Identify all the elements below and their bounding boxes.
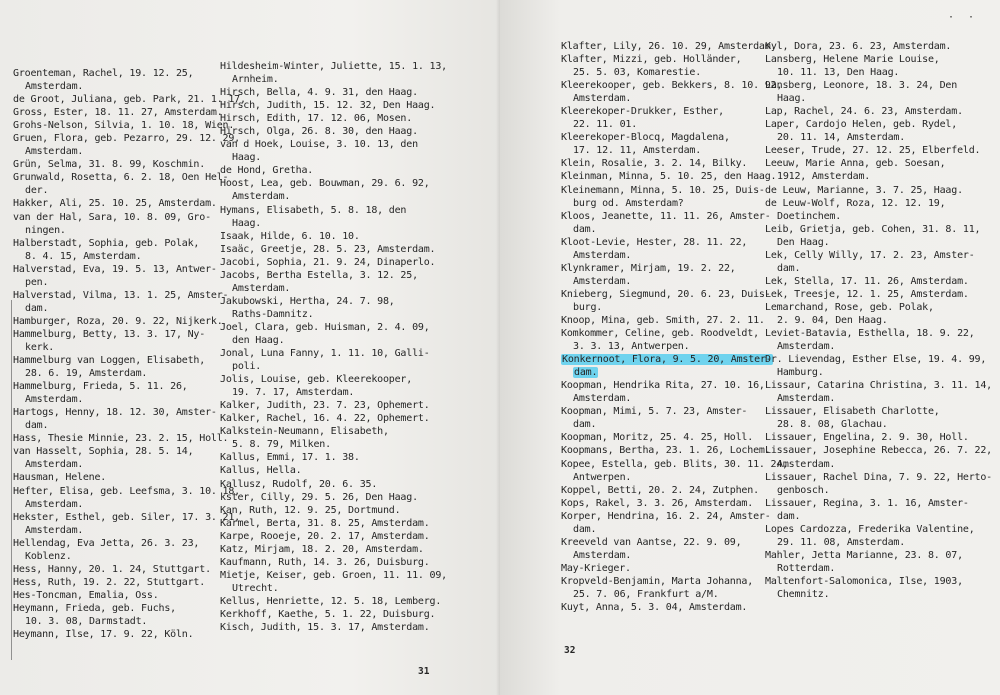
entry-continuation: dam.	[777, 510, 801, 522]
entry-continuation: Koblenz.	[25, 550, 72, 562]
entry-continuation: Chemnitz.	[777, 588, 830, 600]
list-entry	[220, 451, 447, 464]
entry-line: Leeuw, Marie Anna, geb. Soesan,	[765, 158, 946, 170]
entry-continuation: Amsterdam.	[573, 393, 632, 405]
entry-continuation: 5. 8. 79, Milken.	[232, 439, 331, 451]
list-entry	[561, 510, 788, 536]
list-entry	[13, 445, 246, 471]
highlighted-entry-line: dam.	[574, 367, 598, 379]
entry-continuation: Amsterdam.	[232, 282, 291, 294]
entry-line: Gross, Ester, 18. 11. 27, Amsterdam.	[13, 107, 223, 119]
entry-line: Grohs-Nelson, Silvia, 1. 10. 18, Wien.	[13, 120, 235, 132]
entry-line: Jolis, Louise, geb. Kleerekooper,	[220, 374, 413, 386]
list-entry	[561, 327, 788, 353]
list-entry	[220, 295, 447, 321]
entry-continuation: Amsterdam.	[25, 146, 84, 158]
list-entry	[220, 243, 447, 256]
entry-continuation: 3. 3. 13, Antwerpen.	[573, 341, 690, 353]
entry-line: Hildesheim-Winter, Juliette, 15. 1. 13,	[220, 61, 447, 72]
entry-line: van d Hoek, Louise, 3. 10. 13, den	[220, 139, 418, 151]
entry-line: Lek, Treesje, 12. 1. 25, Amsterdam.	[765, 288, 969, 300]
list-entry	[220, 517, 447, 530]
entry-continuation: Amsterdam.	[25, 498, 84, 510]
list-entry	[561, 353, 788, 379]
entry-continuation: 1912, Amsterdam.	[777, 171, 871, 183]
list-entry	[561, 184, 788, 210]
list-entry	[13, 485, 246, 511]
entry-line: Halberstadt, Sophia, geb. Polak,	[13, 237, 200, 249]
list-entry	[13, 315, 246, 328]
entry-line: Halverstad, Vilma, 13. 1. 25, Amster-	[13, 289, 229, 301]
entry-continuation: 20. 11. 14, Amsterdam.	[777, 132, 906, 144]
list-entry	[220, 569, 447, 595]
entry-line: Hefter, Elisa, geb. Leefsma, 3. 10. 18,	[13, 485, 240, 497]
entry-continuation: Utrecht.	[232, 582, 279, 594]
list-entry	[220, 164, 447, 177]
list-entry	[765, 79, 992, 105]
margin-line	[11, 300, 12, 660]
list-entry	[13, 602, 246, 628]
entry-continuation: dam.	[25, 302, 49, 314]
entry-line: Hammelburg van Loggen, Elisabeth,	[13, 355, 206, 367]
list-entry	[561, 105, 788, 131]
entry-line: Katz, Mirjam, 18. 2. 20, Amsterdam.	[220, 543, 424, 555]
entry-line: Grün, Selma, 31. 8. 99, Koschmin.	[13, 159, 206, 171]
entry-continuation: Amsterdam.	[777, 393, 836, 405]
entry-line: Kalkstein-Neumann, Elisabeth,	[220, 426, 389, 438]
list-entry	[561, 484, 788, 497]
list-entry	[220, 412, 447, 425]
entry-line: Kan, Ruth, 12. 9. 25, Dortmund.	[220, 504, 401, 516]
entry-line: Hass, Thesie Minnie, 23. 2. 15, Holl.	[13, 433, 229, 445]
entry-line: Klynkramer, Mirjam, 19. 2. 22,	[561, 262, 736, 274]
list-entry	[13, 197, 246, 210]
entry-continuation: 25. 7. 06, Frankfurt a/M.	[573, 588, 719, 600]
list-entry	[220, 269, 447, 295]
list-entry	[765, 523, 992, 549]
entry-line: Hekster, Esthel, geb. Siler, 17. 3. 21,	[13, 511, 240, 523]
list-entry	[13, 93, 246, 106]
list-entry	[220, 86, 447, 99]
entry-line: Kropveld-Benjamin, Marta Johanna,	[561, 575, 754, 587]
entry-line: Lopes Cardozza, Frederika Valentine,	[765, 523, 975, 535]
entry-continuation: ningen.	[25, 224, 66, 236]
entry-line: Hellendag, Eva Jetta, 26. 3. 23,	[13, 537, 200, 549]
list-entry	[561, 601, 788, 614]
entry-line: Lansberg, Helene Marie Louise,	[765, 54, 940, 66]
list-entry	[765, 223, 992, 249]
page-number-right: 32	[564, 645, 576, 656]
entry-continuation: Hamburg.	[777, 367, 824, 379]
list-entry	[561, 157, 788, 170]
entry-line: Hirsch, Bella, 4. 9. 31, den Haag.	[220, 87, 418, 99]
entry-line: Kallus, Hella.	[220, 465, 302, 477]
entry-continuation: dam.	[573, 523, 597, 535]
entry-continuation: Amsterdam.	[573, 275, 632, 287]
entry-continuation: Haag.	[232, 152, 262, 164]
entry-line: de Hond, Gretha.	[220, 165, 314, 177]
entry-continuation: pen.	[25, 276, 49, 288]
entry-continuation: Amsterdam.	[573, 549, 632, 561]
list-entry	[561, 497, 788, 510]
entry-continuation: 17. 12. 11, Amsterdam.	[573, 145, 702, 157]
entry-line: Jacobi, Sophia, 21. 9. 24, Dinaperlo.	[220, 256, 436, 268]
list-entry	[13, 354, 246, 380]
entry-line: Hess, Hanny, 20. 1. 24, Stuttgart.	[13, 563, 211, 575]
list-entry	[220, 321, 447, 347]
entry-line: Lissauer, Josephine Rebecca, 26. 7. 22,	[765, 445, 992, 457]
list-entry	[561, 314, 788, 327]
entry-line: Kalker, Rachel, 16. 4. 22, Ophemert.	[220, 413, 430, 425]
entry-continuation: Doetinchem.	[777, 210, 842, 222]
entry-line: de Leuw, Marianne, 3. 7. 25, Haag.	[765, 184, 963, 196]
entry-line: Hymans, Elisabeth, 5. 8. 18, den	[220, 204, 407, 216]
entry-continuation: 28. 8. 08, Glachau.	[777, 419, 888, 431]
page-right	[500, 0, 1000, 695]
entry-continuation: 8. 4. 15, Amsterdam.	[25, 250, 142, 262]
entry-line: Kloos, Jeanette, 11. 11. 26, Amster-	[561, 210, 771, 222]
entry-line: Heymann, Ilse, 17. 9. 22, Köln.	[13, 629, 194, 641]
list-entry	[13, 119, 246, 132]
entry-line: Mietje, Keiser, geb. Groen, 11. 11. 09,	[220, 569, 447, 581]
list-entry	[765, 405, 992, 431]
entry-continuation: Haag.	[232, 217, 262, 229]
list-entry	[765, 444, 992, 470]
entry-continuation: 25. 5. 03, Komarestie.	[573, 67, 702, 79]
entry-line: Lissauer, Regina, 3. 1. 16, Amster-	[765, 497, 969, 509]
entry-line: Hartogs, Henny, 18. 12. 30, Amster-	[13, 407, 217, 419]
entry-line: van Hasselt, Sophia, 28. 5. 14,	[13, 446, 194, 458]
entry-line: Kreeveld van Aantse, 22. 9. 09,	[561, 536, 742, 548]
list-entry	[765, 105, 992, 118]
list-entry	[220, 595, 447, 608]
list-entry	[765, 197, 992, 223]
entry-line: Jacobs, Bertha Estella, 3. 12. 25,	[220, 269, 418, 281]
list-entry	[13, 563, 246, 576]
list-entry	[220, 230, 447, 243]
list-entry	[765, 327, 992, 353]
entry-line: Grunwald, Rosetta, 6. 2. 18, Oen Hel-	[13, 172, 229, 184]
list-entry	[765, 40, 992, 53]
entry-continuation: Antwerpen.	[573, 471, 632, 483]
entry-line: Lissauer, Rachel Dina, 7. 9. 22, Herto-	[765, 471, 992, 483]
entry-continuation: burg.	[573, 301, 603, 313]
entry-line: Lissauer, Elisabeth Charlotte,	[765, 406, 940, 418]
list-entry	[765, 184, 992, 197]
entry-continuation: Amsterdam.	[25, 459, 84, 471]
entry-line: Knieberg, Siegmund, 20. 6. 23, Duis-	[561, 288, 771, 300]
list-entry	[765, 431, 992, 444]
entry-line: Halverstad, Eva, 19. 5. 13, Antwer-	[13, 263, 217, 275]
list-entry	[561, 562, 788, 575]
entry-line: de Groot, Juliana, geb. Park, 21. 1. 17,	[13, 94, 246, 106]
entry-continuation: dam.	[25, 420, 49, 432]
entry-line: Kisch, Judith, 15. 3. 17, Amsterdam.	[220, 622, 430, 634]
list-entry	[220, 373, 447, 399]
entry-continuation: 10. 11. 13, Den Haag.	[777, 67, 900, 79]
list-entry	[765, 471, 992, 497]
entry-line: Kloot-Levie, Hester, 28. 11. 22,	[561, 236, 748, 248]
entry-continuation: Amsterdam.	[25, 524, 84, 536]
entry-line: Mahler, Jetta Marianne, 23. 8. 07,	[765, 549, 963, 561]
list-entry	[220, 60, 447, 86]
entry-continuation: Amsterdam.	[777, 458, 836, 470]
entry-line: Dr. Lievendag, Esther Else, 19. 4. 99,	[765, 354, 987, 366]
entry-line: Komkommer, Celine, geb. Roodveldt,	[561, 328, 759, 340]
entry-line: Maltenfort-Salomonica, Ilse, 1903,	[765, 575, 963, 587]
list-entry	[220, 125, 447, 138]
list-entry	[13, 106, 246, 119]
entry-line: Leviet-Batavia, Esthella, 18. 9. 22,	[765, 328, 975, 340]
list-entry	[561, 536, 788, 562]
right-column-2	[765, 40, 992, 601]
list-entry	[220, 399, 447, 412]
entry-line: Klein, Rosalie, 3. 2. 14, Bilky.	[561, 158, 748, 170]
list-entry	[220, 530, 447, 543]
entry-line: Lek, Stella, 17. 11. 26, Amsterdam.	[765, 275, 969, 287]
entry-line: Kleinemann, Minna, 5. 10. 25, Duis-	[561, 184, 765, 196]
list-entry	[13, 380, 246, 406]
entry-line: Hausman, Helene.	[13, 472, 107, 484]
list-entry	[13, 237, 246, 263]
entry-line: Hammelburg, Betty, 13. 3. 17, Ny-	[13, 328, 206, 340]
list-entry	[561, 405, 788, 431]
entry-line: Heymann, Frieda, geb. Fuchs,	[13, 602, 176, 614]
highlighted-entry-line: Konkernoot, Flora, 9. 5. 20, Amster-	[562, 354, 772, 366]
list-entry	[13, 211, 246, 237]
list-entry	[220, 112, 447, 125]
entry-line: Kopee, Estella, geb. Blits, 30. 11. 24,	[561, 458, 788, 470]
entry-continuation: Amsterdam.	[573, 93, 632, 105]
entry-line: Lemarchand, Rose, geb. Polak,	[765, 301, 934, 313]
entry-continuation: 22. 11. 01.	[573, 119, 638, 131]
entry-continuation: dam.	[777, 262, 801, 274]
list-entry	[13, 328, 246, 354]
entry-continuation: Amsterdam.	[232, 191, 291, 203]
list-entry	[561, 431, 788, 444]
entry-line: Leib, Grietja, geb. Cohen, 31. 8. 11,	[765, 223, 981, 235]
entry-continuation: Amsterdam.	[777, 341, 836, 353]
entry-line: Lissaur, Catarina Christina, 3. 11. 14,	[765, 380, 992, 392]
list-entry	[220, 177, 447, 203]
list-entry	[561, 379, 788, 405]
list-entry	[220, 621, 447, 634]
list-entry	[561, 79, 788, 105]
entry-continuation: Den Haag.	[777, 236, 830, 248]
list-entry	[220, 99, 447, 112]
list-entry	[13, 289, 246, 315]
entry-line: Kaufmann, Ruth, 14. 3. 26, Duisburg.	[220, 556, 430, 568]
left-column-2	[220, 60, 447, 634]
list-entry	[13, 471, 246, 484]
entry-line: Hamburger, Roza, 20. 9. 22, Nijkerk.	[13, 315, 223, 327]
list-entry	[13, 67, 246, 93]
list-entry	[561, 288, 788, 314]
entry-line: Hammelburg, Frieda, 5. 11. 26,	[13, 381, 188, 393]
list-entry	[561, 131, 788, 157]
list-entry	[220, 608, 447, 621]
entry-continuation: dam.	[573, 223, 597, 235]
entry-line: Korper, Hendrina, 16. 2. 24, Amster-	[561, 510, 771, 522]
entry-line: Kleerekoper-Blocq, Magdalena,	[561, 132, 730, 144]
entry-line: Knoop, Mina, geb. Smith, 27. 2. 11.	[561, 314, 765, 326]
entry-line: Groenteman, Rachel, 19. 12. 25,	[13, 68, 194, 79]
list-entry	[220, 425, 447, 451]
entry-line: Karmel, Berta, 31. 8. 25, Amsterdam.	[220, 517, 430, 529]
entry-line: Koopman, Hendrika Rita, 27. 10. 16,	[561, 380, 765, 392]
entry-continuation: genbosch.	[777, 484, 830, 496]
list-entry	[13, 576, 246, 589]
entry-continuation: Arnheim.	[232, 74, 279, 86]
entry-line: Hakker, Ali, 25. 10. 25, Amsterdam.	[13, 198, 217, 210]
entry-line: Hirsch, Olga, 26. 8. 30, den Haag.	[220, 126, 418, 138]
list-entry	[220, 204, 447, 230]
entry-continuation: 10. 3. 08, Darmstadt.	[25, 615, 148, 627]
list-entry	[765, 353, 992, 379]
entry-line: Lek, Celly Willy, 17. 2. 23, Amster-	[765, 249, 975, 261]
entry-line: Koopman, Moritz, 25. 4. 25, Holl.	[561, 432, 754, 444]
list-entry	[220, 347, 447, 373]
entry-line: Lap, Rachel, 24. 6. 23, Amsterdam.	[765, 106, 963, 118]
list-entry	[561, 170, 788, 183]
entry-continuation: Rotterdam.	[777, 562, 836, 574]
entry-line: Koopmans, Bertha, 23. 1. 26, Lochem.	[561, 445, 771, 457]
list-entry	[765, 249, 992, 275]
entry-continuation: burg od. Amsterdam?	[573, 197, 684, 209]
list-entry	[765, 575, 992, 601]
entry-line: Kleerekoper-Drukker, Esther,	[561, 106, 724, 118]
entry-line: Kops, Rakel, 3. 3. 26, Amsterdam.	[561, 497, 754, 509]
list-entry	[13, 171, 246, 197]
list-entry	[13, 628, 246, 641]
entry-line: Jakubowski, Hertha, 24. 7. 98,	[220, 295, 395, 307]
list-entry	[220, 504, 447, 517]
paper-specks: · ·	[947, 12, 978, 23]
entry-continuation: Amsterdam.	[25, 394, 84, 406]
entry-line: Kleerekooper, geb. Bekkers, 8. 10. 92,	[561, 80, 783, 92]
list-entry	[561, 40, 788, 53]
entry-line: Isaäc, Greetje, 28. 5. 23, Amsterdam.	[220, 243, 436, 255]
entry-line: Koppel, Betti, 20. 2. 24, Zutphen.	[561, 484, 759, 496]
list-entry	[765, 379, 992, 405]
entry-line: Kleinman, Minna, 5. 10. 25, den Haag.	[561, 171, 777, 183]
list-entry	[561, 236, 788, 262]
entry-line: Kellus, Henriette, 12. 5. 18, Lemberg.	[220, 595, 442, 607]
entry-continuation: 19. 7. 17, Amsterdam.	[232, 387, 355, 399]
list-entry	[13, 537, 246, 563]
entry-line: Laper, Cardojo Helen, geb. Rydel,	[765, 119, 958, 131]
entry-continuation: den Haag.	[232, 334, 285, 346]
entry-line: Kuyt, Anna, 5. 3. 04, Amsterdam.	[561, 602, 748, 614]
entry-line: kster, Cilly, 29. 5. 26, Den Haag.	[220, 491, 418, 503]
entry-line: Leeser, Trude, 27. 12. 25, Elberfeld.	[765, 145, 981, 157]
entry-line: de Leuw-Wolf, Roza, 12. 12. 19,	[765, 197, 946, 209]
entry-continuation: kerk.	[25, 341, 55, 353]
entry-continuation: der.	[25, 185, 49, 197]
entry-continuation: Raths-Damnitz.	[232, 308, 314, 320]
entry-continuation: Amsterdam.	[573, 249, 632, 261]
list-entry	[220, 256, 447, 269]
list-entry	[765, 118, 992, 144]
list-entry	[765, 53, 992, 79]
page-number-left: 31	[418, 666, 430, 677]
list-entry	[765, 157, 992, 183]
list-entry	[765, 497, 992, 523]
entry-line: Hirsch, Edith, 17. 12. 06, Mosen.	[220, 113, 413, 125]
entry-line: Hoost, Lea, geb. Bouwman, 29. 6. 92,	[220, 178, 430, 190]
list-entry	[765, 301, 992, 327]
entry-line: Kerkhoff, Kaethe, 5. 1. 22, Duisburg.	[220, 608, 436, 620]
entry-line: Kallusz, Rudolf, 20. 6. 35.	[220, 478, 378, 490]
entry-continuation: 29. 11. 08, Amsterdam.	[777, 536, 906, 548]
entry-continuation: Amsterdam.	[25, 81, 84, 93]
list-entry	[220, 464, 447, 477]
entry-line: May-Krieger.	[561, 562, 631, 574]
entry-line: Klafter, Mizzi, geb. Holländer,	[561, 54, 742, 66]
entry-line: Lansberg, Leonore, 18. 3. 24, Den	[765, 80, 958, 92]
list-entry	[13, 511, 246, 537]
entry-continuation: dam.	[573, 419, 597, 431]
list-entry	[13, 158, 246, 171]
list-entry	[561, 210, 788, 236]
entry-line: Gruen, Flora, geb. Pezarro, 29. 12. 29,	[13, 133, 240, 145]
list-entry	[561, 458, 788, 484]
entry-line: Kyl, Dora, 23. 6. 23, Amsterdam.	[765, 41, 952, 52]
list-entry	[561, 262, 788, 288]
list-entry	[765, 288, 992, 301]
entry-line: Kallus, Emmi, 17. 1. 38.	[220, 452, 360, 464]
list-entry	[13, 406, 246, 432]
entry-line: Lissauer, Engelina, 2. 9. 30, Holl.	[765, 432, 969, 444]
list-entry	[765, 144, 992, 157]
list-entry	[561, 575, 788, 601]
entry-line: Hes-Toncman, Emalia, Oss.	[13, 589, 159, 601]
entry-continuation: 28. 6. 19, Amsterdam.	[25, 368, 148, 380]
entry-line: Jonal, Luna Fanny, 1. 11. 10, Galli-	[220, 348, 430, 360]
entry-line: Klafter, Lily, 26. 10. 29, Amsterdam.	[561, 41, 777, 52]
entry-line: Joel, Clara, geb. Huisman, 2. 4. 09,	[220, 321, 430, 333]
list-entry	[13, 589, 246, 602]
list-entry	[220, 543, 447, 556]
list-entry	[220, 556, 447, 569]
entry-line: Isaak, Hilde, 6. 10. 10.	[220, 230, 360, 242]
list-entry	[220, 138, 447, 164]
entry-continuation: poli.	[232, 361, 262, 373]
entry-line: Kalker, Judith, 23. 7. 23, Ophemert.	[220, 400, 430, 412]
list-entry	[561, 444, 788, 457]
list-entry	[13, 132, 246, 158]
entry-line: Koopman, Mimi, 5. 7. 23, Amster-	[561, 406, 748, 418]
left-column-1	[13, 67, 246, 641]
list-entry	[13, 432, 246, 445]
list-entry	[765, 549, 992, 575]
list-entry	[220, 491, 447, 504]
entry-line: Hess, Ruth, 19. 2. 22, Stuttgart.	[13, 576, 206, 588]
list-entry	[220, 478, 447, 491]
entry-line: Hirsch, Judith, 15. 12. 32, Den Haag.	[220, 100, 436, 112]
entry-continuation: Haag.	[777, 93, 807, 105]
entry-continuation: 2. 9. 04, Den Haag.	[777, 314, 888, 326]
right-column-1	[561, 40, 788, 614]
list-entry	[765, 275, 992, 288]
entry-line: Karpe, Rooeje, 20. 2. 17, Amsterdam.	[220, 530, 430, 542]
list-entry	[561, 53, 788, 79]
list-entry	[13, 263, 246, 289]
entry-line: van der Hal, Sara, 10. 8. 09, Gro-	[13, 211, 211, 223]
